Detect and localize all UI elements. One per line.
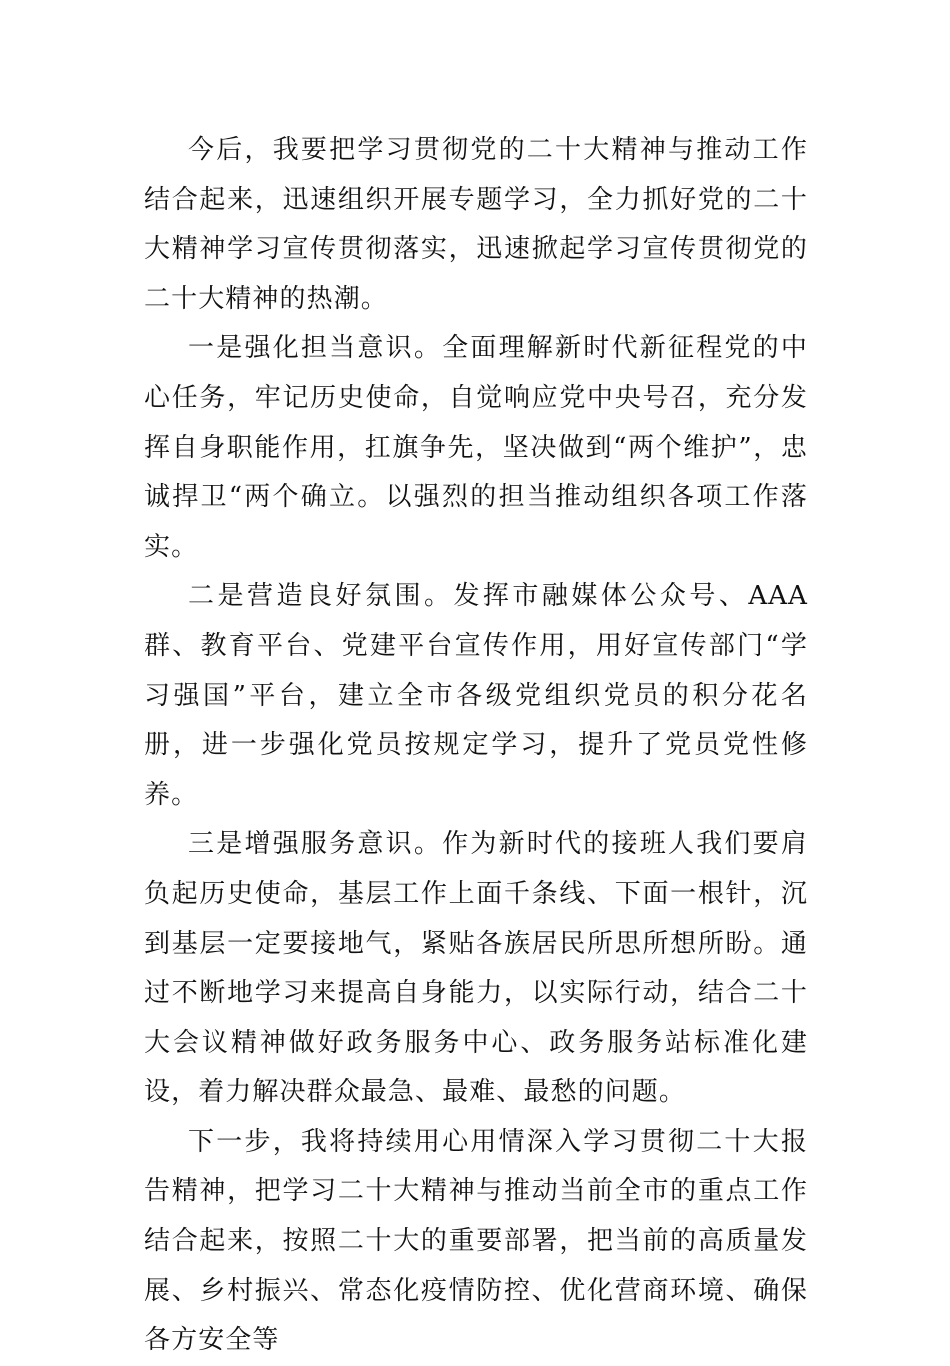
paragraph-2: 一是强化担当意识。全面理解新时代新征程党的中心任务，牢记历史使命，自觉响应党中央号召，充分发挥自身职能作用，扛旗争先，坚决做到“两个维护”，忠诚捍卫“两个确立。以强烈的担当推动组织各项工作落实。 (144, 333, 808, 562)
paragraph-3: 二是营造良好氛围。发挥市融媒体公众号、AAA群、教育平台、党建平台宣传作用，用好宣传部门“学习强国”平台，建立全市各级党组织党员的积分花名册，进一步强化党员按规定学习，提升了党员党性修养。 (144, 581, 808, 810)
paragraph-1: 今后，我要把学习贯彻党的二十大精神与推动工作结合起来，迅速组织开展专题学习，全力抓好党的二十大精神学习宣传贯彻落实，迅速掀起学习宣传贯彻党的二十大精神的热潮。 (144, 135, 808, 314)
document-body (144, 126, 808, 1366)
paragraph-4: 三是增强服务意识。作为新时代的接班人我们要肩负起历史使命，基层工作上面千条线、下面一根针，沉到基层一定要接地气，紧贴各族居民所思所想所盼。通过不断地学习来提高自身能力，以实际行动，结合二十大会议精神做好政务服务中心、政务服务站标准化建设，着力解决群众最急、最难、最愁的问题。 (144, 829, 808, 1108)
paragraph-5: 下一步，我将持续用心用情深入学习贯彻二十大报告精神，把学习二十大精神与推动当前全市的重点工作结合起来，按照二十大的重要部署，把当前的高质量发展、乡村振兴、常态化疫情防控、优化营商环境、确保各方安全等 (144, 1126, 808, 1356)
